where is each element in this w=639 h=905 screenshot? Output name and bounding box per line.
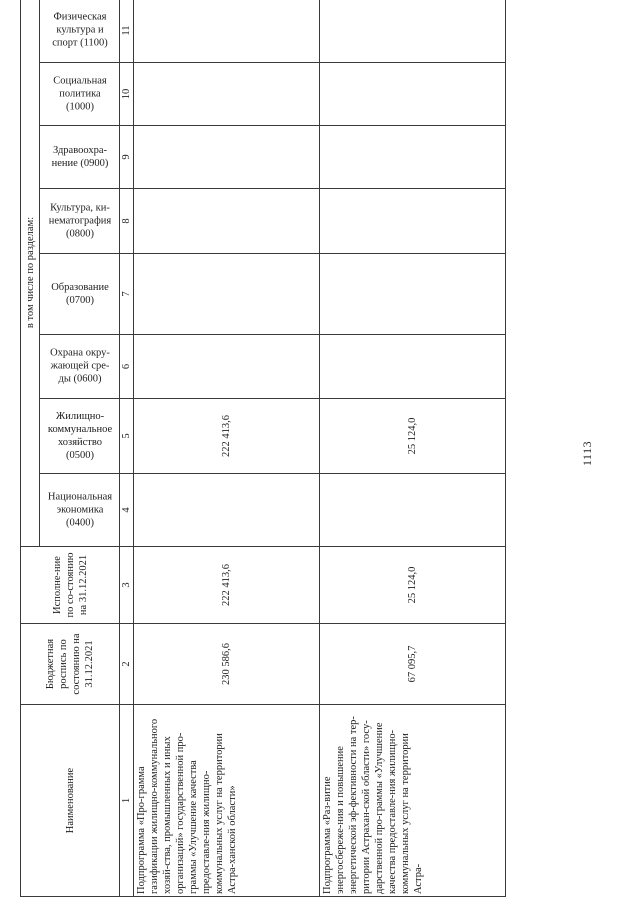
- row-name: Подпрограмма «Про-грамма газификации жилищно-коммунального хозяй-ства, промышленных и иных организаций» государственной про-граммы «Улучшение качества предоставле-ния жилищно-коммунальных услуг на территории Астра-ханской области»: [134, 705, 320, 897]
- row-section-0900: [320, 126, 506, 189]
- row-section-0500: 25 124,0: [320, 399, 506, 474]
- header-sections-title: в том числе по разделам:: [21, 0, 40, 547]
- header-section-0900: [40, 126, 120, 189]
- col-number: 4: [120, 474, 134, 547]
- table-row: [134, 0, 320, 897]
- row-execution: 222 413,6: [134, 547, 320, 624]
- row-section-0600: [320, 335, 506, 399]
- col-number: 10: [120, 63, 134, 126]
- header-name: Наименование: [21, 705, 120, 897]
- header-budget: Бюджетная роспись по состоянию на 31.12.2021: [21, 624, 120, 705]
- row-section-0700: [134, 254, 320, 335]
- header-section-label: Социальная политика (1000): [52, 75, 107, 113]
- row-section-0600: [134, 335, 320, 399]
- row-section-0400: [320, 474, 506, 547]
- row-name: Подпрограмма «Раз-витие энергосбереже-ния и повышение энергетической эф-фективности на тер-ритории Астрахан-ской области» госу-дарственной про-граммы «Улучшение качества предоставле-ния жилищно-коммунальных услуг на территории Астра-: [320, 705, 506, 897]
- col-number: 11: [120, 0, 134, 63]
- column-number-row: [120, 0, 134, 897]
- header-section-label: Здравоохра-нение (0900): [51, 145, 108, 169]
- col-number: 9: [120, 126, 134, 189]
- row-section-1100: [320, 0, 506, 63]
- header-row-sections: [21, 0, 40, 897]
- col-number: 8: [120, 189, 134, 254]
- row-section-0500: 222 413,6: [134, 399, 320, 474]
- header-section-label: Культура, ки-нематография (0800): [48, 202, 111, 240]
- header-section-0700: [40, 254, 120, 335]
- header-section-0400: [40, 474, 120, 547]
- row-section-1000: [134, 63, 320, 126]
- header-section-label: Жилищно-коммунальное хозяйство (0500): [47, 411, 112, 461]
- header-section-label: Физическая культура и спорт (1100): [51, 12, 108, 49]
- row-section-0800: [134, 189, 320, 254]
- row-section-0900: [134, 126, 320, 189]
- row-budget: 67 095,7: [320, 624, 506, 705]
- row-section-1000: [320, 63, 506, 126]
- row-section-0800: [320, 189, 506, 254]
- row-budget: 230 586,6: [134, 624, 320, 705]
- page-number: 1113: [580, 440, 594, 466]
- row-section-1100: [134, 0, 320, 63]
- header-section-1000: [40, 63, 120, 126]
- header-section-0800: [40, 189, 120, 254]
- header-section-label: Национальная экономика (0400): [47, 491, 112, 529]
- row-section-0400: [134, 474, 320, 547]
- header-section-label: Охрана окру-жающей сре-ды (0600): [49, 348, 110, 385]
- header-section-0500: [40, 399, 120, 474]
- row-execution: 25 124,0: [320, 547, 506, 624]
- col-number: 1: [120, 705, 134, 897]
- header-execution: Исполне-ние по со-стоянию на 31.12.2021: [21, 547, 120, 624]
- row-section-0700: [320, 254, 506, 335]
- col-number: 2: [120, 624, 134, 705]
- table-row: [320, 0, 506, 897]
- col-number: 3: [120, 547, 134, 624]
- header-section-0600: [40, 335, 120, 399]
- header-section-label: Образование (0700): [50, 282, 109, 306]
- col-number: 7: [120, 254, 134, 335]
- col-number: 5: [120, 399, 134, 474]
- col-number: 6: [120, 335, 134, 399]
- header-section-1100: [40, 0, 120, 63]
- budget-table: [20, 0, 506, 897]
